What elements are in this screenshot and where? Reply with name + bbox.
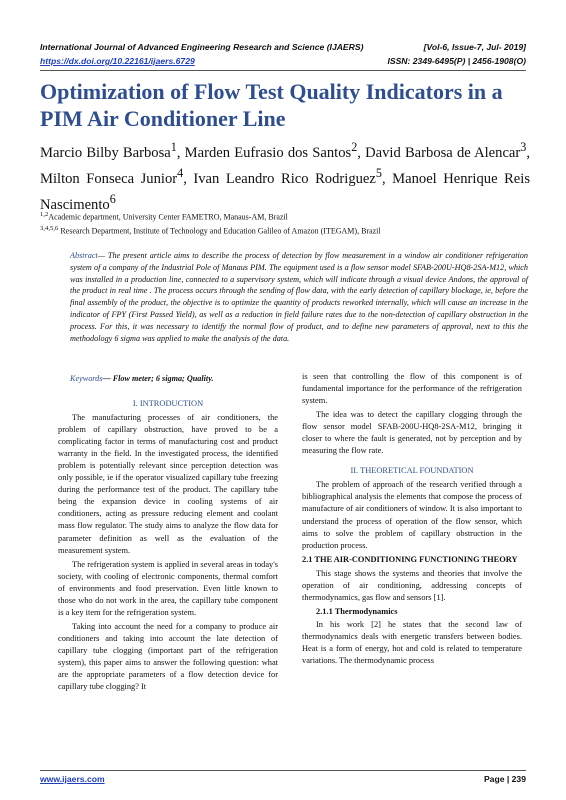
- left-column: [58, 398, 278, 695]
- paragraph: Taking into account the need for a company to produce air conditioners and taking into account the late detection of capillary tube clogging (important part of the refrigeration system), this paper aims to answer the following question: what are the appropriate parameters of a flow detection device for capillary tube clogging? It: [58, 621, 278, 692]
- author: Marden Eufrasio dos Santos$^2$,: [184, 140, 366, 161]
- paragraph: The idea was to detect the capillary clogging through the flow sensor model SFAB-200U-HQ8-2SA-M12, bringing it closer to where the fault is generated, not by perception and by measuring the flow rate.: [302, 410, 522, 456]
- author: Milton Fonseca Junior$^4$,: [40, 165, 194, 187]
- paragraph: The refrigeration system is applied in several areas in today's society, with cooling of electronic components, thermal comfort of environments and food preservation. Even little known to those who do not work in the area, the capillary tube component is a key item for the refrigeration system.: [58, 559, 278, 617]
- volume-info: [Vol-6, Issue-7, Jul- 2019]: [423, 42, 526, 52]
- author-list: [40, 137, 530, 215]
- header-rule: [40, 70, 526, 71]
- author: Marcio Bilby Barbosa$^1$,: [40, 140, 185, 161]
- abstract-label: Abstract: [70, 251, 98, 260]
- author: Manoel Henrique Reis Nascimento$^6$: [40, 170, 531, 213]
- keywords-text: — Flow meter; 6 sigma; Quality.: [102, 374, 214, 383]
- abstract-text: — The present article aims to describe the process of detection by flow measurement in a window air conditioner refrigeration system of a company of the Industrial Pole of Manaus PIM. The equipment used is a flow sensor model SFAB-200U-HQ8-2SA-M12, which was installed in a production line, connected to a supervisory system, which will indicate through a visual device Andons, the approval of the product in real time . The process occurs through the sending of flow data, with the early detection of capillary blockage, ie, before the final assembly of the product, the objective is to optimize the quantity of products reworked internally, which will cause an increase in the indicator of FPY (First Passed Yield), as well as a reduction in field failure rates due to the non-detection of capillary obstruction in the process. For this, it was necessary to identify the normal flow of product, and to define new parameters of approval, next to this the methodology 6 sigma was applied to make the analysis of the data.: [70, 251, 528, 343]
- paragraph: is seen that controlling the flow of this component is of fundamental importance for the performance of the refrigeration system.: [302, 372, 522, 406]
- affiliations: [40, 209, 530, 236]
- right-column: [302, 371, 522, 669]
- section-heading-introduction: I. INTRODUCTION: [132, 399, 204, 408]
- paragraph: This stage shows the systems and theories that involve the operation of air conditioning, addressing concepts of thermodynamics, gas flow and sensors [1].: [302, 568, 522, 602]
- section-heading-theory: II. THEORETICAL FOUNDATION: [350, 466, 474, 476]
- footer-rule: [40, 770, 526, 771]
- doi-link[interactable]: https://dx.doi.org/10.22161/ijaers.6729: [40, 56, 195, 66]
- issn-info: ISSN: 2349-6495(P) | 2456-1908(O): [387, 56, 526, 66]
- author: David Barbosa de Alencar$^3$,: [365, 140, 531, 161]
- journal-name: International Journal of Advanced Engineering Research and Science (IJAERS): [40, 42, 364, 52]
- subsubsection-heading: 2.1.1 Thermodynamics: [316, 606, 398, 616]
- journal-header: [40, 42, 526, 54]
- author: Ivan Leandro Rico Rodriguez$^5$,: [193, 165, 393, 187]
- keywords-label: Keywords: [70, 374, 103, 383]
- subsection-heading: 2.1 THE AIR-CONDITIONING FUNCTIONING THEORY: [302, 554, 518, 564]
- paragraph: In his work [2] he states that the second law of thermodynamics deals with energetic transfers between bodies. Heat is a form of energy, hot and cold is related to temperature variations. The thermodynamic process: [302, 619, 522, 666]
- doi-row: [40, 56, 526, 68]
- abstract: [70, 250, 528, 344]
- paragraph: The problem of approach of the research verified through a bibliographical analysis the elements that compose the process of manufacture of air conditioners of window. It is also important to understand the process of operation of the flow sensor, which aims to solve the problem of capillary obstruction in the production process.: [302, 480, 522, 550]
- affiliation: $^{1,2}$Academic department, University Center FAMETRO, Manaus-AM, Brazil: [40, 211, 288, 222]
- page-number: Page | 239: [483, 774, 526, 784]
- paper-title: Optimization of Flow Test Quality Indicators in a PIM Air Conditioner Line: [40, 79, 503, 131]
- journal-website-link[interactable]: www.ijaers.com: [40, 774, 105, 784]
- paragraph: The manufacturing processes of air conditioners, the problem of capillary obstruction, have proved to be a complicating factor in terms of manufacturing cost and product warranty in the field. In the investigated process, the identified problem is potentially relevant since perception detection was only possible, ie if the operator visualized capillary tube freezing during the performance test of the product. The capillary tube being the expansion device in cooling systems of air conditioners, acting as pressure reducing element and coolant mass flow regulator. The study aims to analyze the flow data for parameter definition as well as the evaluation of the measurement system.: [58, 413, 278, 555]
- page-footer: [40, 774, 526, 784]
- affiliation: $^{3,4,5,6}$ Research Department, Institute of Technology and Education Galileo of Amazon (ITEGAM), Brazil: [40, 224, 381, 236]
